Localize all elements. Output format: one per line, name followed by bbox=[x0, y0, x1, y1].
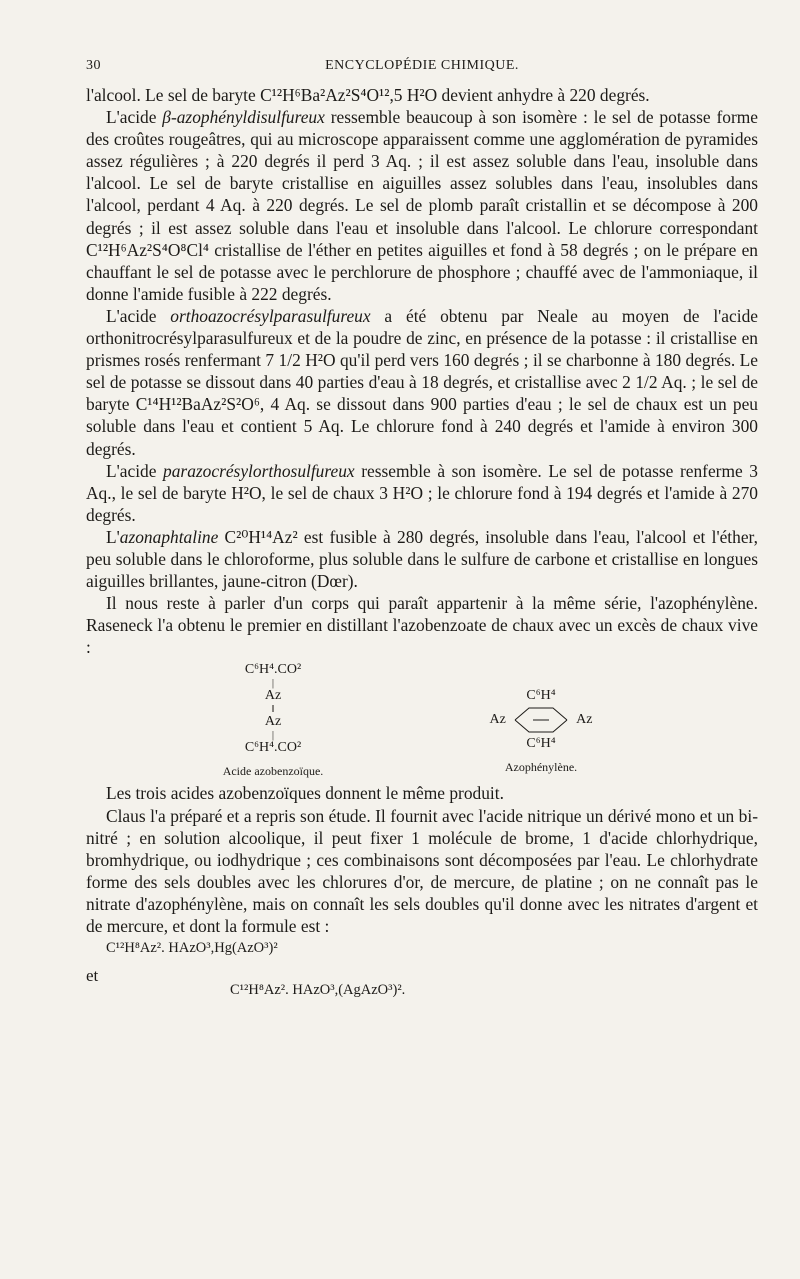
single-bond: | bbox=[271, 729, 275, 742]
running-head bbox=[86, 58, 758, 82]
paragraph-7: Les trois acides azobenzoïques donnent le même produit. bbox=[106, 783, 504, 804]
compound-name: azonaphtaline bbox=[119, 526, 219, 547]
single-bond: | bbox=[271, 677, 275, 690]
formula-atom: Az bbox=[576, 712, 593, 728]
compound-name: β-azophényldisulfureux bbox=[162, 107, 325, 128]
formula-line: C⁶H⁴ bbox=[526, 688, 556, 704]
formula-line: C⁶H⁴.CO² bbox=[244, 662, 302, 678]
paragraph-6: Il nous reste à parler d'un corps qui paraît appartenir à la même série, l'azophénylène. Raseneck l'a obtenu le premier en distillant l'azobenzoate de chaux avec un excès de chaux vive : bbox=[86, 593, 758, 658]
formula-line: Az bbox=[264, 688, 282, 704]
formula-line: C⁶H⁴.CO² bbox=[244, 740, 302, 756]
formula-azobenzoic-acid bbox=[198, 662, 348, 782]
paragraph-8: Claus l'a préparé et a repris son étude. Il fournit avec l'acide nitrique un dérivé mono et un bi-nitré ; en solution alcoolique, il peut fixer 1 molécule de brome, 1 d'acide chlorhydrique, bromhydrique, ou iodhydrique ; ces combinaisons sont décomposées par l'eau. Le chlorhydrate forme des sels doubles avec les chlorures d'or, de mercure, de platine ; on ne connaît pas le nitrate d'azophénylène, mais on connaît les sels doubles qu'il donne avec les nitrates d'argent et de mercure, et dont la formule est : bbox=[86, 805, 758, 936]
formula-caption: Acide azobenzoïque. bbox=[222, 764, 324, 779]
compound-name: parazocrésylorthosulfureux bbox=[163, 460, 355, 481]
body-text bbox=[86, 84, 758, 999]
structural-formulas bbox=[86, 662, 758, 779]
et-row bbox=[86, 959, 758, 999]
salt-formula-mercury: C¹²H⁸Az². HAzO³,Hg(AzO³)² bbox=[106, 940, 278, 957]
formula-line: C⁶H⁴ bbox=[526, 736, 556, 752]
formula-azophenylene bbox=[466, 688, 616, 778]
double-bond: ‖ bbox=[271, 703, 275, 716]
formula-caption: Azophénylène. bbox=[504, 760, 578, 775]
paragraph-4: L'acide parazocrésylorthosulfureux ressemble à son isomère. Le sel de potasse renferme 3 Aq., le sel de baryte H²O, le sel de chaux 3 H²O ; le chlorure fond à 194 degrés et l'amide à 270 degrés. bbox=[86, 460, 758, 525]
compound-name: orthoazocrésylparasulfureux bbox=[170, 305, 371, 326]
paragraph-5: L'azonaphtaline C²⁰H¹⁴Az² est fusible à 280 degrés, insoluble dans l'eau, l'alcool et l'éther, peu soluble dans le chloroforme, plus soluble dans le sulfure de carbone et cristallise en longues aiguilles brillantes, jaune-citron (Dœr). bbox=[86, 526, 758, 592]
running-title: ENCYCLOPÉDIE CHIMIQUE. bbox=[325, 58, 519, 73]
salt-formula-silver: C¹²H⁸Az². HAzO³,(AgAzO³)². bbox=[230, 982, 406, 999]
page-number: 30 bbox=[86, 58, 101, 73]
paragraph-3: L'acide orthoazocrésylparasulfureux a été obtenu par Neale au moyen de l'acide orthonitrocrésylparasulfureux et de la poudre de zinc, en présence de la potasse : il cristallise en prismes rosés renfermant 7 1/2 H²O qu'il perd vers 160 degrés ; il se charbonne à 180 degrés. Le sel de potasse se dissout dans 40 parties d'eau à 18 degrés, et cristallise avec 2 1/2 Aq. ; le sel de baryte C¹⁴H¹²BaAz²S²O⁶, 4 Aq. se dissout dans 900 parties d'eau ; le sel de chaux est un peu soluble dans l'eau et contient 5 Aq. Le chlorure fond à 240 degrés et l'amide à environ 300 degrés. bbox=[86, 305, 758, 459]
conjunction-et: et bbox=[86, 966, 99, 986]
ring-row bbox=[466, 704, 616, 736]
paragraph-1: l'alcool. Le sel de baryte C¹²H⁶Ba²Az²S⁴O¹²,5 H²O devient anhydre à 220 degrés. bbox=[86, 85, 650, 105]
formula-line: Az bbox=[264, 714, 282, 730]
paragraph-2: L'acide β-azophényldisulfureux ressemble beaucoup à son isomère : le sel de potasse forme des croûtes rougeâtres, qui au microscope apparaissent comme une agglomération de pyramides assez régulières ; à 220 degrés il perd 3 Aq. ; il est assez soluble dans l'eau, insoluble dans l'alcool. Le sel de baryte cristallise en aiguilles assez solubles dans l'eau, insolubles dans l'alcool, perdant 4 Aq. à 220 degrés. Le sel de plomb paraît cristallin et se décompose à 200 degrés ; il est assez soluble dans l'eau et insoluble dans l'alcool. Le chlorure correspondant C¹²H⁶Az²S⁴O⁸Cl⁴ cristallise de l'éther en petites aiguilles et fond à 58 degrés ; on le prépare en chauffant le sel de potasse avec le perchlorure de phosphore ; chauffé avec de l'ammoniaque, il donne l'amide fusible à 222 degrés. bbox=[86, 107, 758, 304]
ring-bond-icon bbox=[509, 705, 573, 735]
formula-atom: Az bbox=[489, 712, 506, 728]
